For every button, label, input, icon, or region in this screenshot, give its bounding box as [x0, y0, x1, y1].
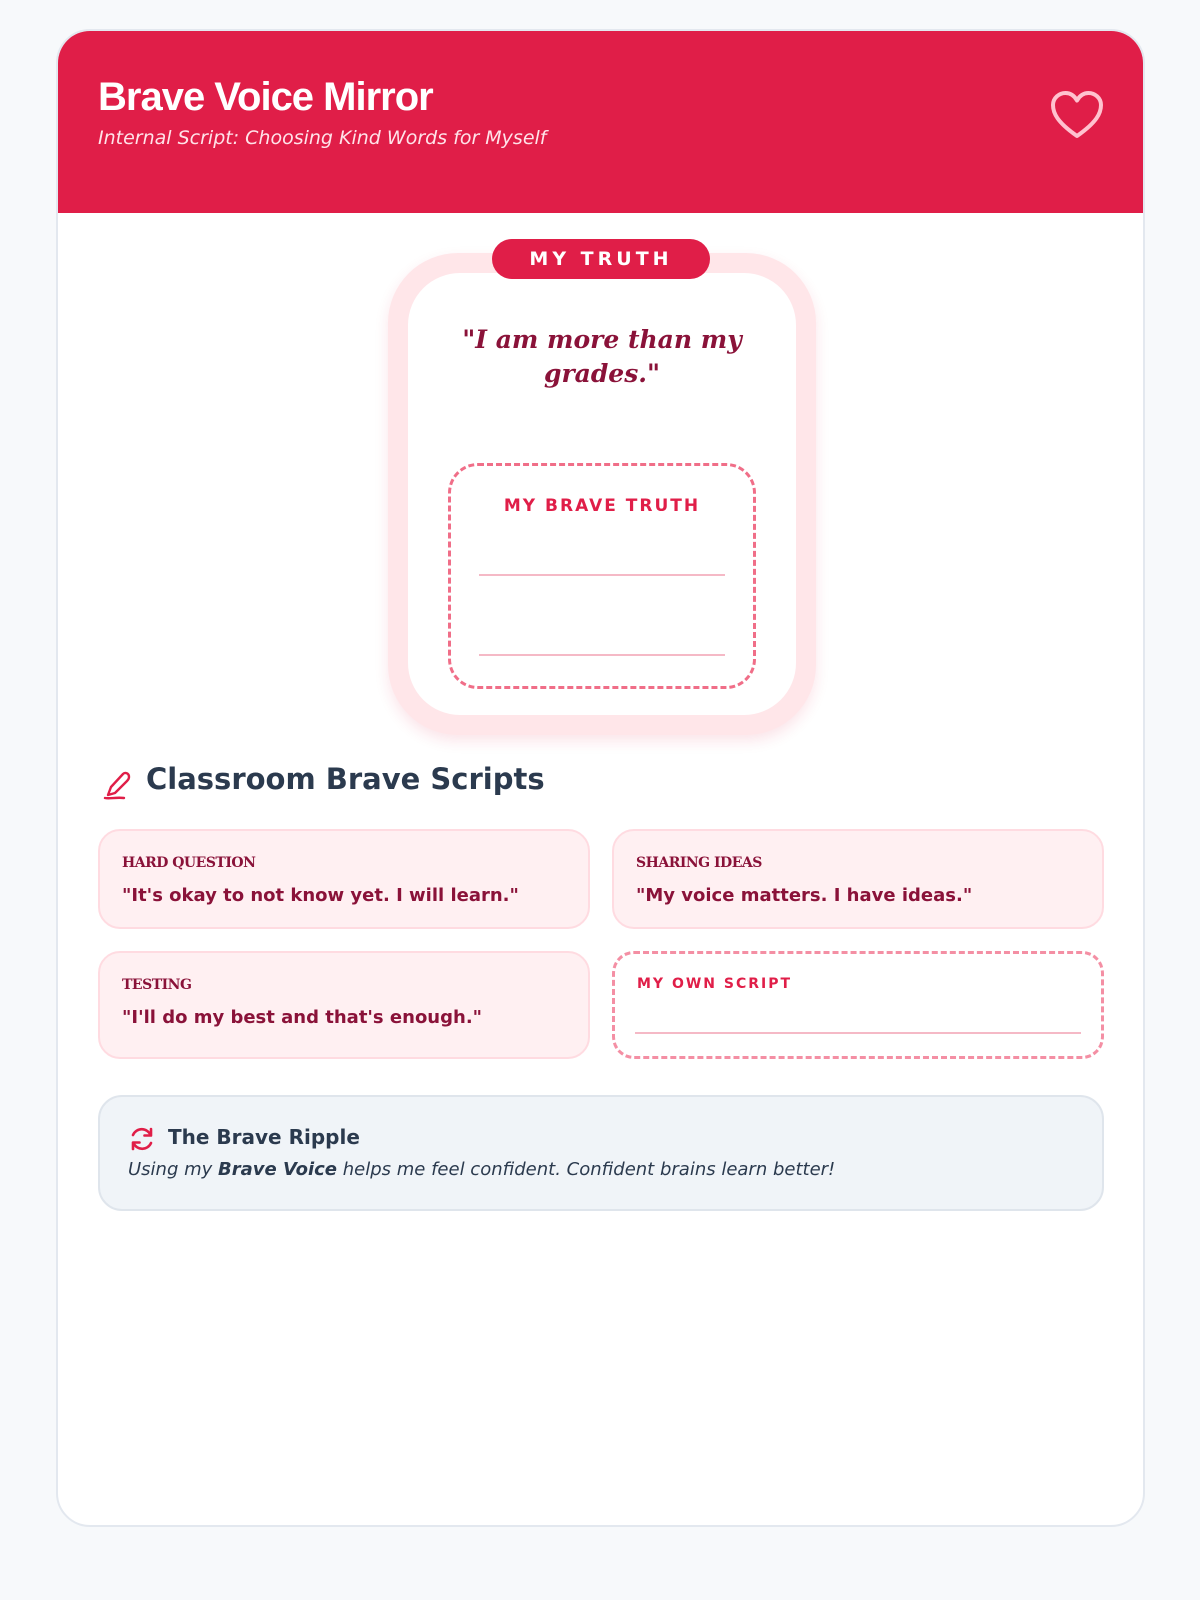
ripple-title: The Brave Ripple [168, 1125, 360, 1149]
script-card-sharing-ideas[interactable] [612, 829, 1104, 929]
main-card [56, 29, 1145, 1527]
truth-quote: "I am more than my grades." [462, 325, 742, 388]
own-script-label: MY OWN SCRIPT [637, 976, 793, 992]
write-line-1[interactable] [479, 574, 725, 576]
script-card-hard-question[interactable] [98, 829, 590, 929]
refresh-icon [128, 1125, 156, 1153]
script-label: HARD QUESTION [122, 855, 256, 871]
script-card-own[interactable] [612, 951, 1104, 1059]
own-script-line[interactable] [635, 1032, 1081, 1034]
heart-icon[interactable] [1049, 89, 1105, 141]
brave-truth-label: MY BRAVE TRUTH [503, 496, 701, 516]
write-line-2[interactable] [479, 654, 725, 656]
mirror-frame [388, 253, 816, 735]
app-title: Brave Voice Mirror [98, 75, 433, 119]
section-title: Classroom Brave Scripts [146, 762, 545, 796]
header [58, 31, 1143, 213]
ripple-text: Using my Brave Voice helps me feel confident. Confident brains learn better! [128, 1159, 836, 1180]
pen-icon [102, 769, 132, 801]
script-text: "I'll do my best and that's enough." [122, 1007, 483, 1028]
script-text: "It's okay to not know yet. I will learn." [122, 885, 519, 906]
my-truth-badge: MY TRUTH [492, 239, 710, 279]
script-card-testing[interactable] [98, 951, 590, 1059]
script-text: "My voice matters. I have ideas." [636, 885, 973, 906]
script-label: SHARING IDEAS [636, 855, 762, 871]
brave-ripple-box [98, 1095, 1104, 1211]
brave-truth-box[interactable] [448, 463, 756, 689]
script-label: TESTING [122, 977, 192, 993]
app-subtitle: Internal Script: Choosing Kind Words for Myself [98, 127, 547, 149]
mirror-surface [408, 273, 796, 715]
